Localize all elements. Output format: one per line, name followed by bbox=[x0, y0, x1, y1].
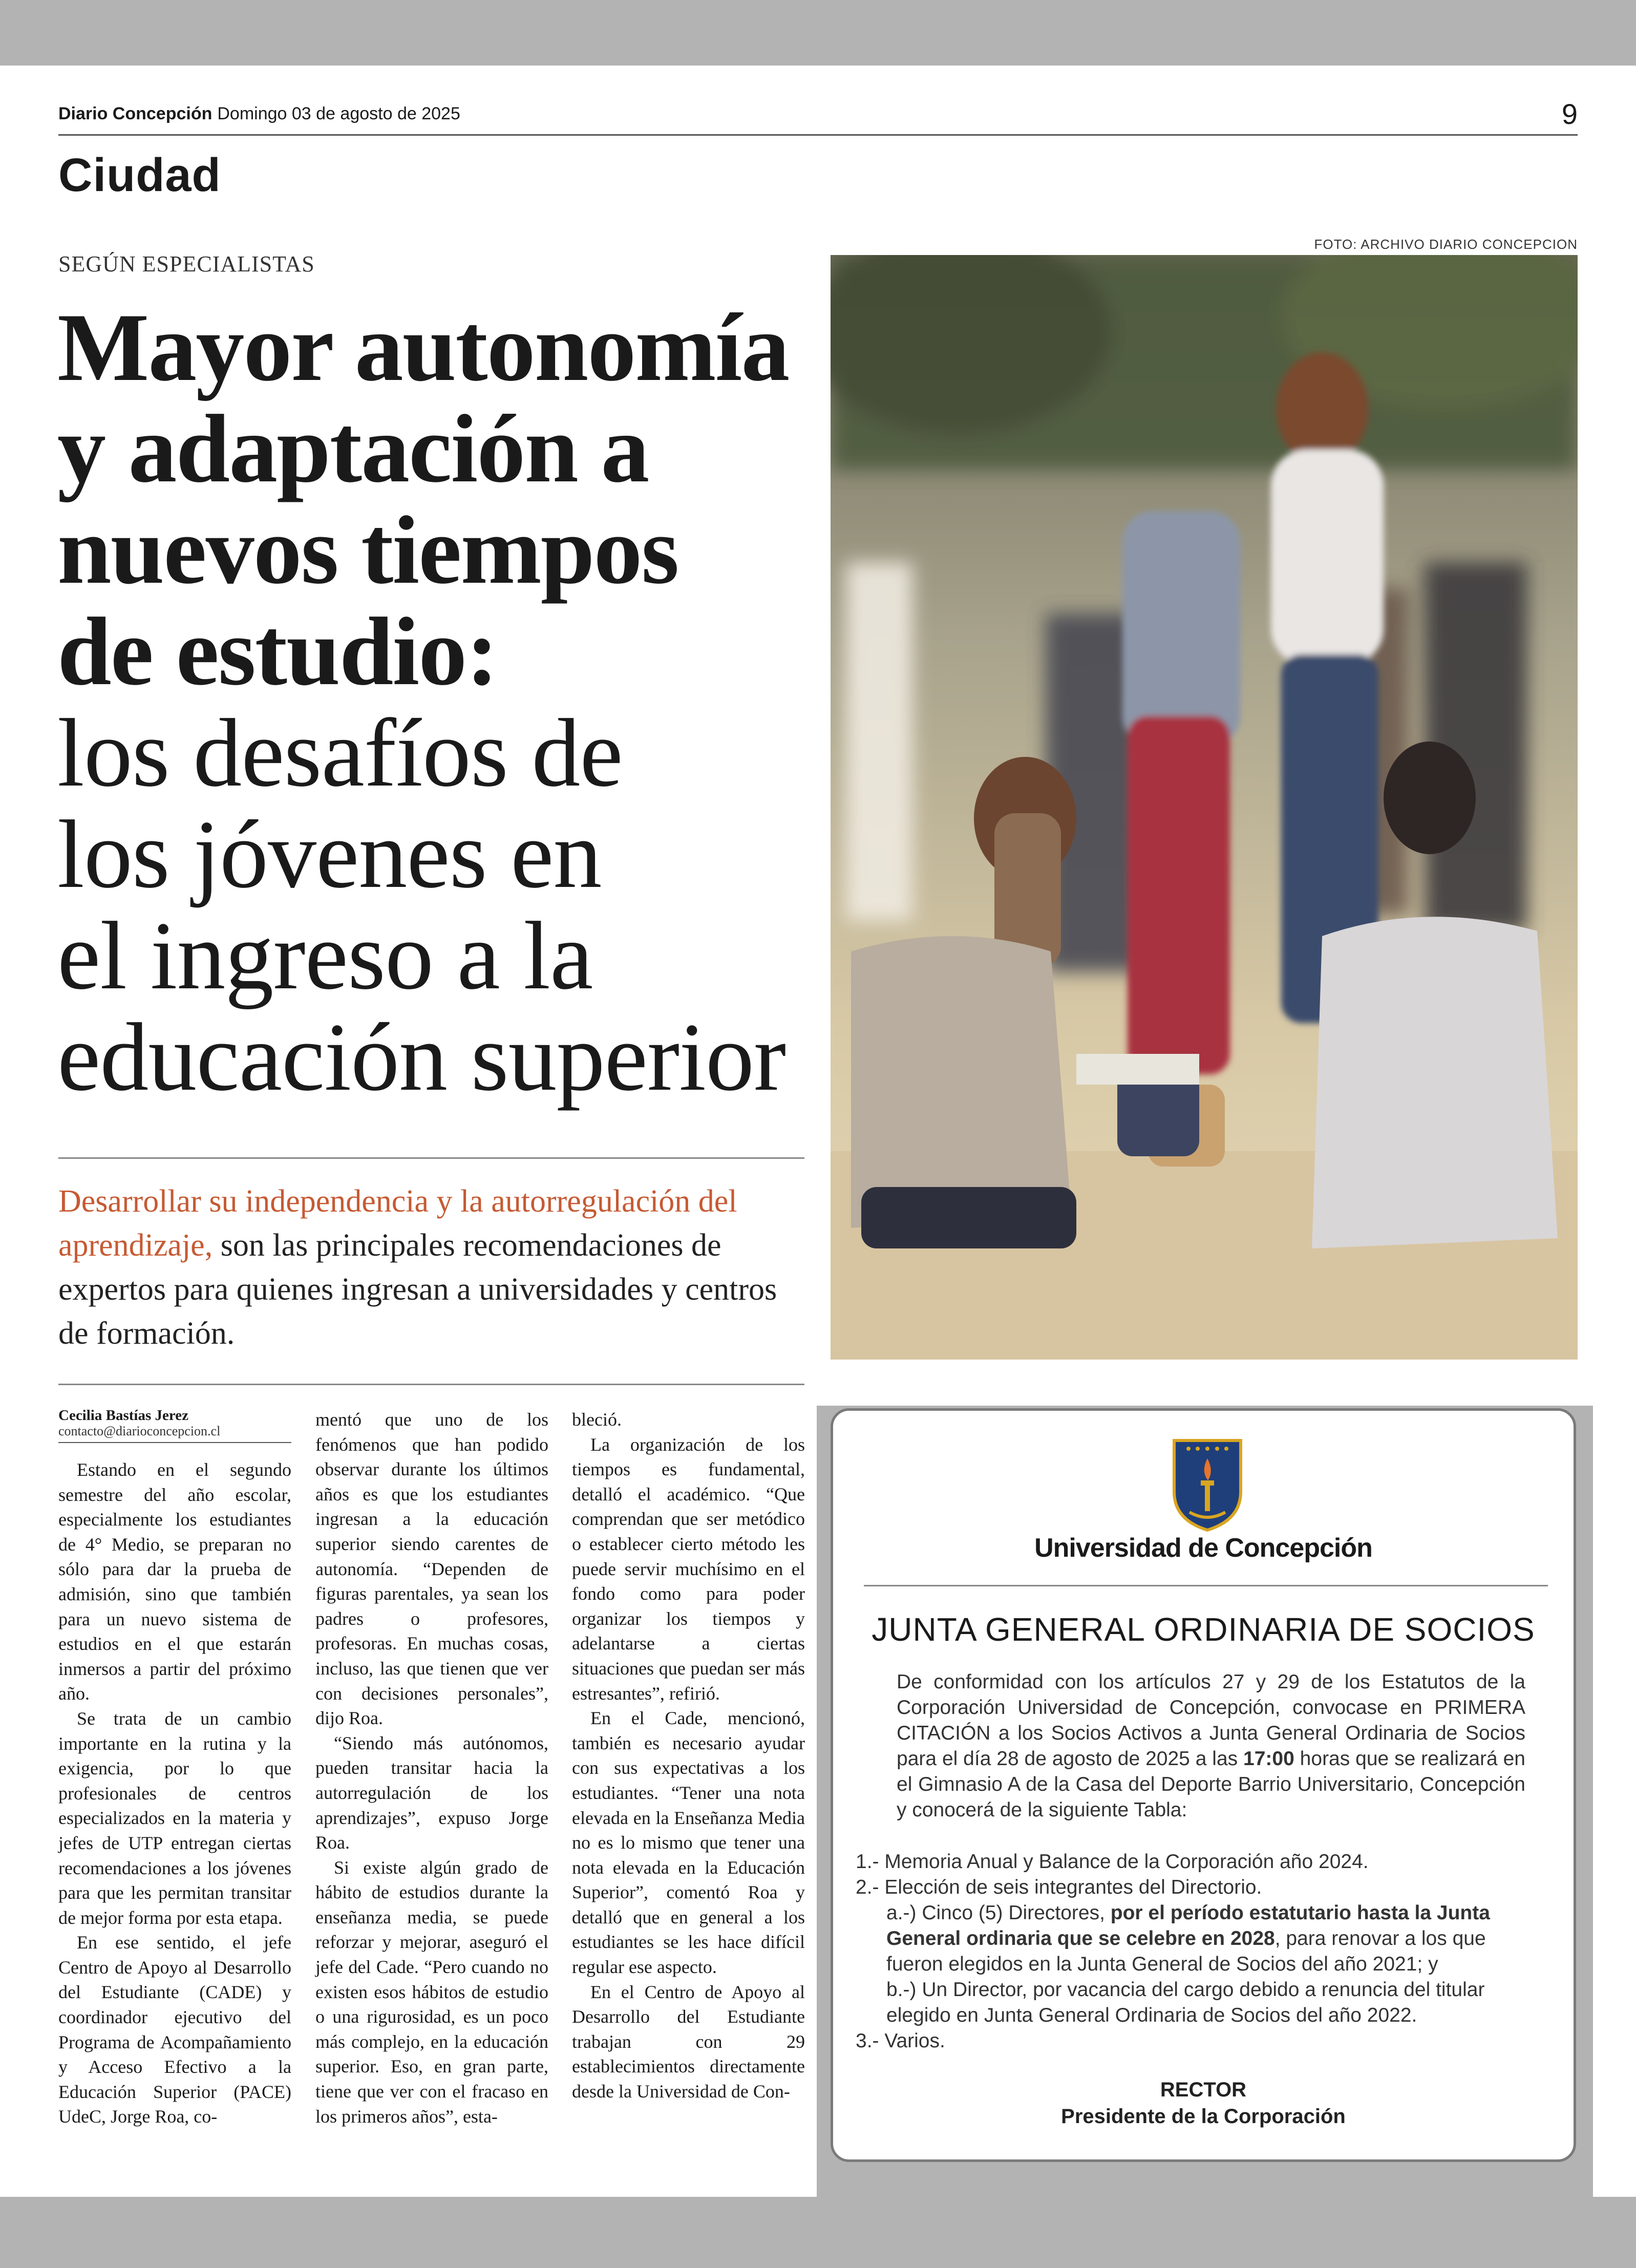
lead-divider-top bbox=[58, 1157, 804, 1159]
byline-divider bbox=[58, 1442, 291, 1443]
ad-divider bbox=[864, 1585, 1548, 1586]
notice-text: horas que se realizará en el Gimnasio A de la Casa del Deporte Barrio Universitario, Concepción y conocerá de la siguiente Tabla: bbox=[897, 1748, 1525, 1821]
signature-block bbox=[833, 2076, 1574, 2130]
signature-title: RECTOR bbox=[1160, 2079, 1247, 2101]
author-email: contacto@diarioconcepcion.cl bbox=[58, 1424, 221, 1438]
meeting-time: 17:00 bbox=[1243, 1748, 1294, 1770]
agenda-text: a.-) Cinco (5) Directores, bbox=[886, 1902, 1111, 1924]
paragraph: La organización de los tiempos es fundamental, detalló el académico. “Que comprendan que ser metódico o establecer cierto método les puede servir muchísimo en el fondo como para poder organizar los tiempos y adelantarse a ciertas situaciones que puedan ser más estresantes”, refirió. bbox=[572, 1434, 805, 1704]
page-number: 9 bbox=[1561, 98, 1578, 130]
article-column-2 bbox=[315, 1407, 548, 2129]
headline-line: el ingreso a la bbox=[57, 902, 593, 1010]
headline-line: y adaptación a bbox=[57, 395, 649, 503]
header-divider bbox=[58, 134, 1578, 136]
page-header bbox=[58, 104, 1578, 124]
article-column-1 bbox=[58, 1407, 291, 2129]
agenda-subitem bbox=[856, 1900, 1542, 1977]
lead-text: son las principales recomendaciones de expertos para quienes ingresan a universidades y centros de formación. bbox=[58, 1228, 777, 1351]
paragraph: Si existe algún grado de hábito de estudios durante la enseñanza media, se puede reforzar y mejorar, aseguró el jefe del Cade. “Pero cuando no existen esos hábitos de estudio o una rigurosidad, es un poco más complejo, en la educación superior. Eso, en gran parte, tiene que ver con el fracaso en los primeros años”, esta- bbox=[315, 1857, 548, 2127]
article-headline bbox=[57, 294, 815, 1111]
paragraph: En el Cade, mencionó, también es necesario ayudar con sus expectativas a los estudiantes. “Tener una nota elevada en la Enseñanza Media no es lo mismo que tener una nota elevada en la Educación Superior”, comentó Roa y detalló que en general a los estudiantes se les hace difícil regular ese aspecto. bbox=[572, 1708, 805, 1978]
agenda-item: 3.- Varios. bbox=[856, 2030, 945, 2052]
agenda-list bbox=[856, 1849, 1542, 2054]
students-photo-illustration bbox=[831, 255, 1578, 1360]
headline-line: educación superior bbox=[57, 1004, 786, 1111]
article-photo bbox=[831, 255, 1578, 1360]
lead-accent-text: Desarrollar su independencia y la autorregulación del aprendizaje, bbox=[58, 1184, 737, 1263]
headline-line: los jóvenes en bbox=[57, 801, 602, 908]
paragraph: En ese sentido, el jefe Centro de Apoyo al Desarrollo del Estudiante (CADE) y coordinador ejecutivo del Programa de Acompañamiento y Acceso Efectivo a la Educación Superior (PACE) UdeC, Jorge Roa, co- bbox=[58, 1932, 291, 2127]
paragraph: Estando en el segundo semestre del año escolar, especialmente los estudiantes de 4° Medio, se preparan no sólo para dar la prueba de admisión, sino que también para un nuevo sistema de estudios en el que estarán inmersos a partir del próximo año. bbox=[58, 1459, 291, 1704]
paragraph: En el Centro de Apoyo al Desarrollo del Estudiante trabajan con 29 establecimientos directamente desde la Universidad de Con- bbox=[572, 1981, 805, 2102]
paragraph: mentó que uno de los fenómenos que han podido observar durante los últimos años es que los estudiantes ingresan a la educación superior siendo carentes de autonomía. “Dependen de figuras parentales, ya sean los padres o profesores, profesoras. En muchas cosas, incluso, las que tienen que ver con decisiones personales”, dijo Roa. bbox=[315, 1409, 548, 1729]
notice-title: JUNTA GENERAL ORDINARIA DE SOCIOS bbox=[872, 1611, 1535, 1648]
headline-line: de estudio: bbox=[57, 598, 498, 706]
agenda-subitem: b.-) Un Director, por vacancia del cargo debido a renuncia del titular elegido en Junta General Ordinaria de Socios del año 2022. bbox=[886, 1979, 1485, 2026]
notice-body bbox=[897, 1669, 1525, 1823]
signature-role: Presidente de la Corporación bbox=[1061, 2105, 1346, 2128]
paragraph: “Siendo más autónomos, pueden transitar hacia la autorregulación de los aprendizajes”, expuso Jorge Roa. bbox=[315, 1732, 548, 1853]
agenda-text: , para renovar a los que fueron elegidos en la Junta General de Socios del año 2021; y bbox=[886, 1927, 1486, 1975]
agenda-item: 1.- Memoria Anual y Balance de la Corporación año 2024. bbox=[856, 1851, 1369, 1873]
university-name: Universidad de Concepción bbox=[1034, 1533, 1372, 1563]
lead-divider-bottom bbox=[58, 1384, 804, 1385]
agenda-item: 2.- Elección de seis integrantes del Directorio. bbox=[856, 1876, 1262, 1898]
headline-line: nuevos tiempos bbox=[57, 497, 678, 604]
section-title: Ciudad bbox=[58, 149, 221, 201]
issue-date: Domingo 03 de agosto de 2025 bbox=[217, 104, 460, 123]
paragraph: Se trata de un cambio importante en la rutina y la exigencia, por lo que profesionales de centros especializados en la materia y jefes de UTP entregan ciertas recomendaciones a los jóvenes para que les permitan transitar de mejor forma por esta etapa. bbox=[58, 1708, 291, 1928]
author-name: Cecilia Bastías Jerez bbox=[58, 1407, 188, 1424]
headline-line: los desafíos de bbox=[57, 700, 623, 807]
article-column-3 bbox=[572, 1407, 805, 2104]
paragraph: bleció. bbox=[572, 1409, 622, 1430]
bottom-gray-bar bbox=[0, 2197, 1636, 2268]
agenda-bold-text: por el período estatutario hasta la Junta General ordinaria que se celebre en 2028 bbox=[886, 1902, 1490, 1949]
top-gray-bar bbox=[0, 0, 1636, 66]
photo-credit: FOTO: ARCHIVO DIARIO CONCEPCION bbox=[1314, 237, 1578, 252]
newspaper-name: Diario Concepción bbox=[58, 104, 213, 123]
article-lead bbox=[58, 1179, 806, 1355]
article-kicker: SEGÚN ESPECIALISTAS bbox=[58, 251, 315, 277]
notice-advertisement bbox=[831, 1408, 1576, 2162]
university-crest-icon bbox=[1169, 1435, 1246, 1533]
headline-line: Mayor autonomía bbox=[57, 294, 789, 401]
notice-text: De conformidad con los artículos 27 y 29 de los Estatutos de la Corporación Universidad de Concepción, convocase en PRIMERA CITACIÓN a los Socios Activos a Junta General Ordinaria de Socios para el día 28 de agosto de 2025 a las bbox=[897, 1671, 1525, 1770]
